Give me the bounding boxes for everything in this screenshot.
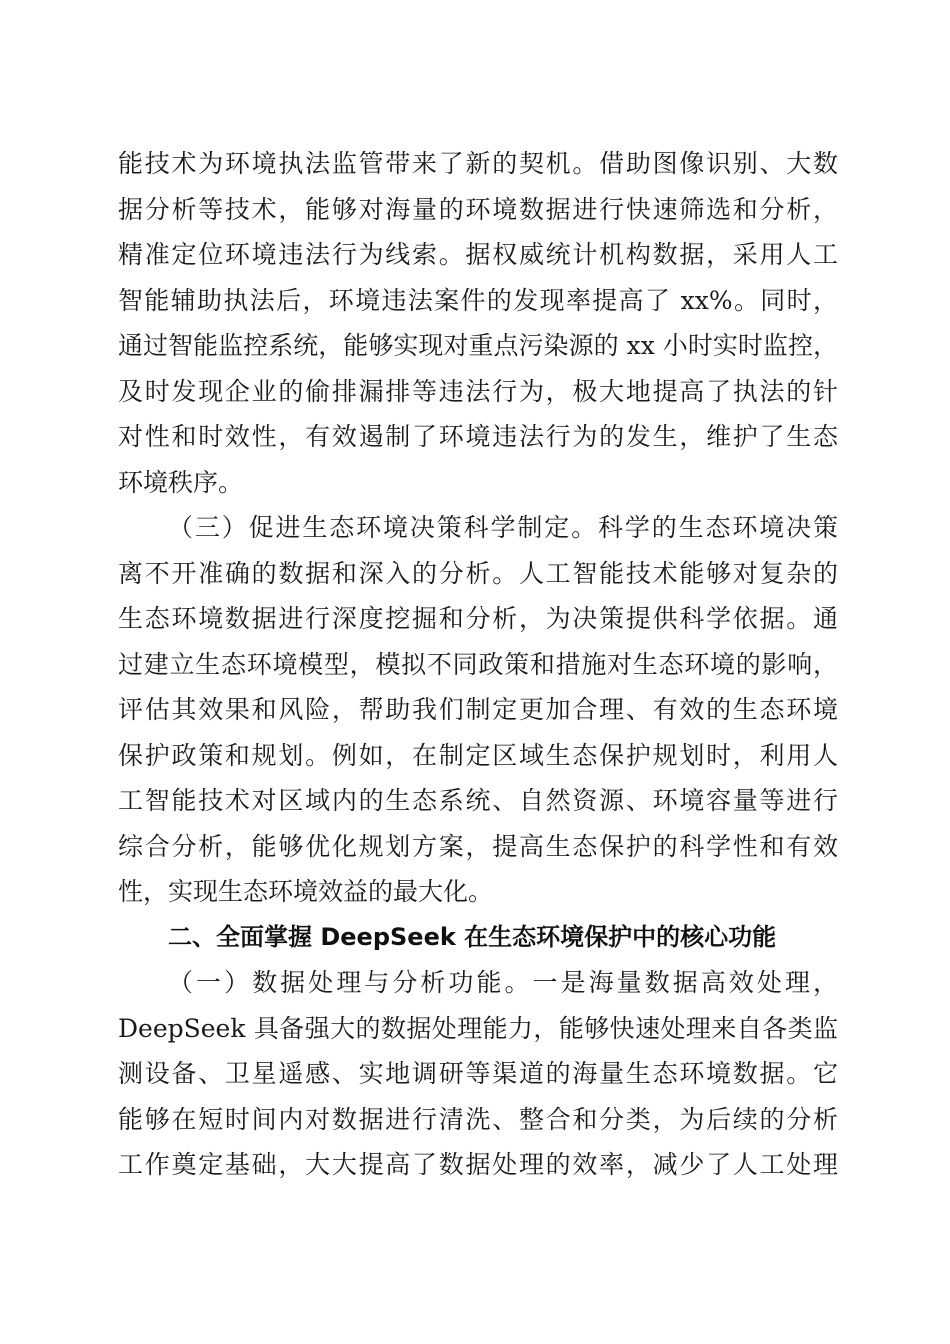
paragraph-start-line: （一）数据处理与分析功能。一是海量数据高效处理， (168, 968, 838, 997)
document-body (118, 141, 838, 1188)
text-line: 离不开准确的数据和深入的分析。人工智能技术能够对复杂的 (118, 558, 838, 588)
text-line: 工作奠定基础，大大提高了数据处理的效率，减少了人工处理 (118, 1150, 838, 1179)
section-heading: 二、全面掌握 DeepSeek 在生态环境保护中的核心功能 (168, 922, 777, 951)
text-line: 工智能技术对区域内的生态系统、自然资源、环境容量等进行 (118, 786, 838, 815)
text-line: 通过智能监控系统，能够实现对重点污染源的 xx 小时实时监控， (118, 331, 838, 360)
text-line: 能够在短时间内对数据进行清洗、整合和分类，为后续的分析 (118, 1104, 838, 1134)
text-line: 保护政策和规划。例如，在制定区域生态保护规划时，利用人 (118, 740, 838, 770)
text-line: 生态环境数据进行深度挖掘和分析，为决策提供科学依据。通 (118, 604, 838, 633)
text-line: 性，实现生态环境效益的最大化。 (118, 877, 494, 906)
paragraph-start-line: （三）促进生态环境决策科学制定。科学的生态环境决策 (168, 513, 838, 542)
text-line: 环境秩序。 (118, 467, 244, 497)
text-line: 能技术为环境执法监管带来了新的契机。借助图像识别、大数 (118, 149, 838, 178)
text-line: 评估其效果和风险，帮助我们制定更加合理、有效的生态环境 (118, 695, 838, 724)
text-line: 综合分析，能够优化规划方案，提高生态保护的科学性和有效 (118, 831, 838, 861)
text-line: DeepSeek 具备强大的数据处理能力，能够快速处理来自各类监 (118, 1013, 838, 1043)
text-line: 据分析等技术，能够对海量的环境数据进行快速筛选和分析， (118, 194, 838, 224)
text-line: 精准定位环境违法行为线索。据权威统计机构数据，采用人工 (118, 240, 838, 269)
text-line: 过建立生态环境模型，模拟不同政策和措施对生态环境的影响， (118, 649, 838, 679)
text-line: 对性和时效性，有效遏制了环境违法行为的发生，维护了生态 (118, 422, 838, 451)
text-line: 智能辅助执法后，环境违法案件的发现率提高了 xx%。同时， (118, 285, 838, 315)
text-line: 测设备、卫星遥感、实地调研等渠道的海量生态环境数据。它 (118, 1059, 838, 1088)
text-line: 及时发现企业的偷排漏排等违法行为，极大地提高了执法的针 (118, 376, 838, 406)
